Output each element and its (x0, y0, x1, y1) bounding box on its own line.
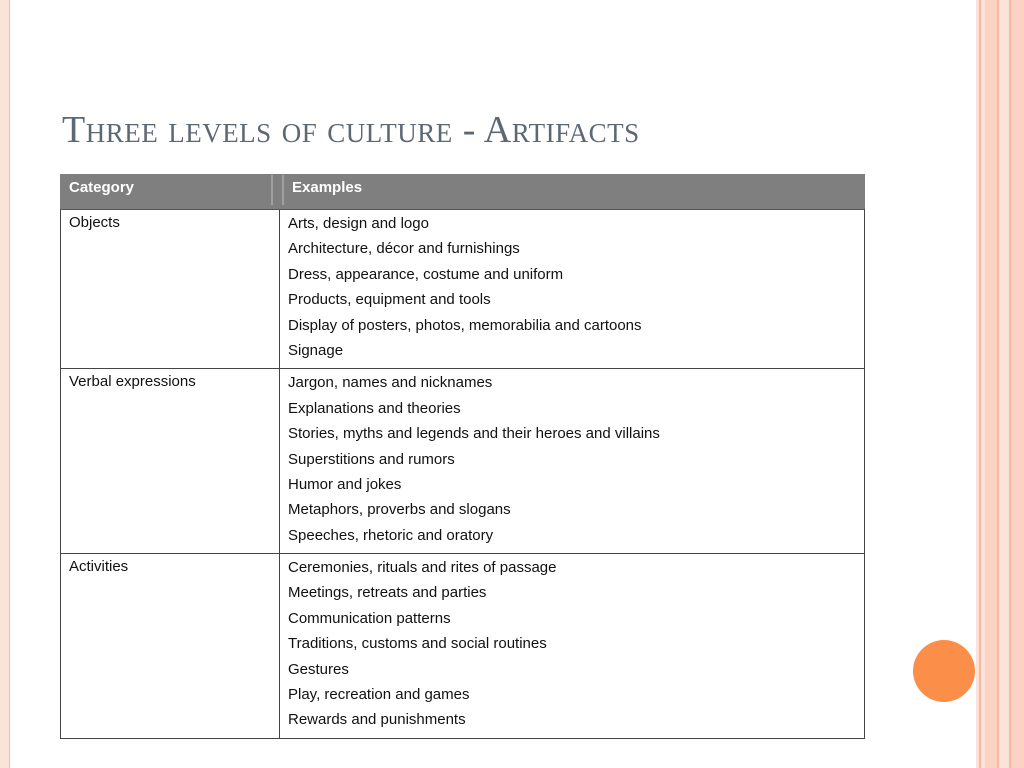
example-item: Play, recreation and games (288, 686, 470, 704)
example-item: Explanations and theories (288, 399, 461, 417)
category-cell: Activities (61, 554, 280, 739)
example-item: Stories, myths and legends and their heroes and villains (288, 425, 660, 443)
example-item: Signage (288, 341, 344, 359)
slide-title: Three levels of culture - Artifacts (62, 109, 640, 151)
table-body (61, 210, 865, 739)
table-row (61, 554, 865, 739)
example-item: Meetings, retreats and parties (288, 584, 487, 602)
table-header-row (61, 175, 865, 210)
example-item: Arts, design and logo (288, 215, 429, 232)
example-item: Products, equipment and tools (288, 291, 491, 309)
example-item: Display of posters, photos, memorabilia and cartoons (288, 316, 642, 334)
category-cell: Verbal expressions (61, 369, 280, 554)
examples-cell (280, 554, 865, 739)
table-row (61, 210, 865, 369)
example-item: Superstitions and rumors (288, 450, 455, 468)
artifacts-table-container (60, 174, 865, 739)
examples-cell (280, 210, 865, 369)
example-item: Humor and jokes (288, 475, 402, 493)
example-item: Ceremonies, rituals and rites of passage (288, 559, 557, 577)
artifacts-table (60, 174, 865, 739)
table-row (61, 369, 865, 554)
header-category: Category (61, 175, 280, 210)
category-cell: Objects (61, 210, 280, 369)
example-item: Communication patterns (288, 609, 451, 627)
example-item: Gestures (288, 660, 349, 678)
right-stripe-decoration (976, 0, 1024, 768)
example-item: Speeches, rhetoric and oratory (288, 526, 494, 544)
example-item: Architecture, décor and furnishings (288, 240, 520, 258)
example-item: Rewards and punishments (288, 711, 466, 729)
examples-cell (280, 369, 865, 554)
orange-circle-decoration (913, 640, 975, 702)
left-border-decoration (0, 0, 10, 768)
example-item: Metaphors, proverbs and slogans (288, 501, 511, 519)
example-item: Jargon, names and nicknames (288, 374, 493, 392)
example-item: Dress, appearance, costume and uniform (288, 265, 564, 283)
example-item: Traditions, customs and social routines (288, 635, 547, 653)
header-examples: Examples (280, 175, 865, 210)
